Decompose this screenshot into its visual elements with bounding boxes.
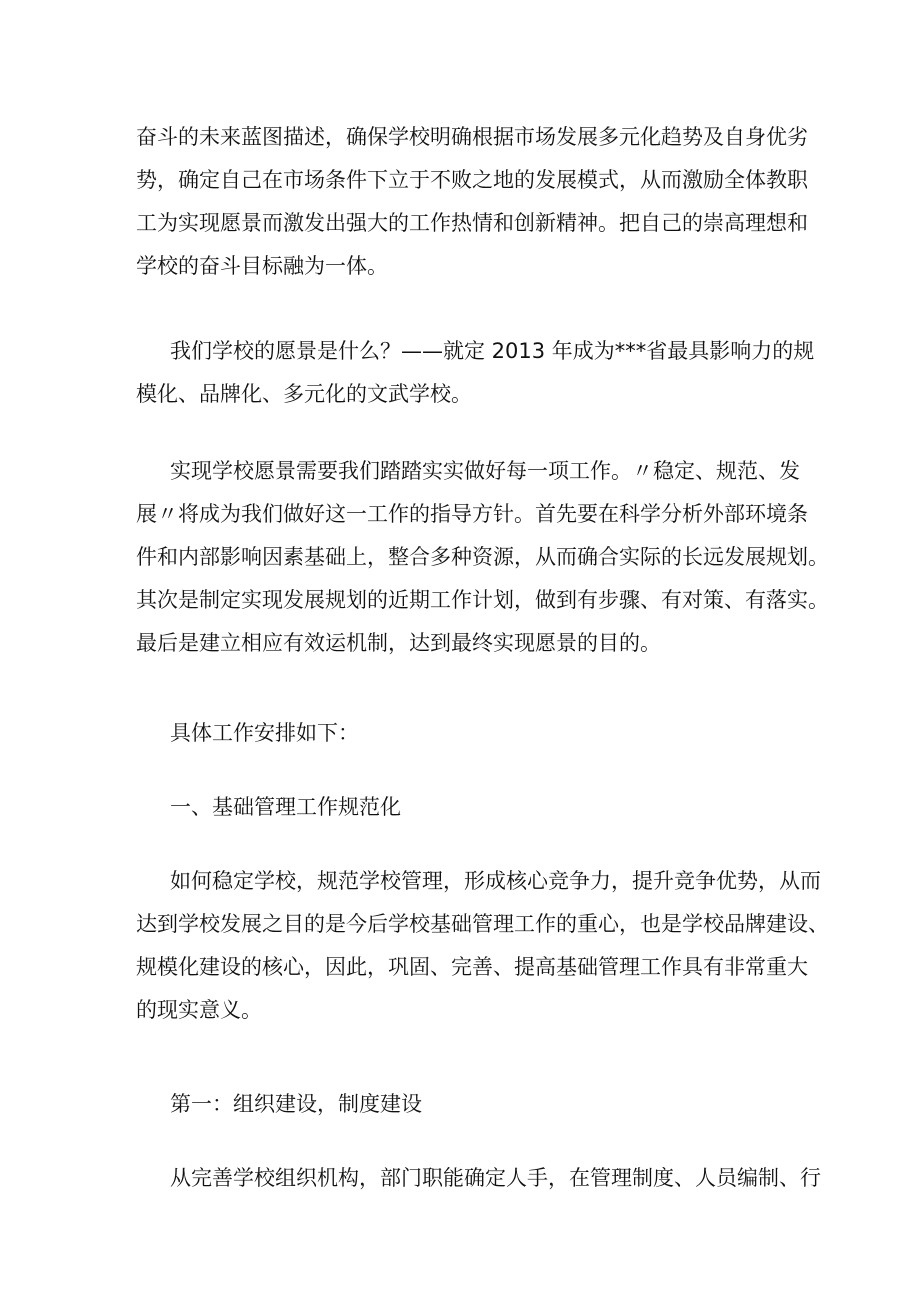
text-line: 实现学校愿景需要我们踏踏实实做好每一项工作。〃稳定、规范、发: [170, 459, 800, 483]
text-line: 学校的奋斗目标融为一体。: [136, 254, 388, 278]
text-line: 从完善学校组织机构，部门职能确定人手，在管理制度、人员编制、行: [170, 1166, 821, 1190]
text-line: 展〃将成为我们做好这一工作的指导方针。首先要在科学分析外部环境条: [136, 502, 808, 526]
paragraph-basic-management: [136, 860, 829, 1032]
text-line: 第一：组织建设，制度建设: [170, 1092, 422, 1116]
section-heading-basic-management: [136, 786, 796, 829]
paragraph-school-vision: [136, 330, 815, 416]
text-line: 势，确定自己在市场条件下立于不败之地的发展模式，从而激励全体教职: [136, 168, 808, 192]
subsection-heading-organization: [136, 1083, 796, 1126]
paragraph-vision-description: [136, 116, 808, 288]
text-line: 规模化建设的核心，因此，巩固、完善、提高基础管理工作具有非常重大: [136, 955, 808, 979]
text-line: 其次是制定实现发展规划的近期工作计划，做到有步骤、有对策、有落实。: [136, 588, 829, 612]
paragraph-organization: [136, 1157, 821, 1200]
text-line: 如何稳定学校，规范学校管理，形成核心竞争力，提升竞争优势，从而: [170, 869, 821, 893]
text-line: 工为实现愿景而激发出强大的工作热情和创新精神。把自己的崇高理想和: [136, 211, 808, 235]
text-line: 我们学校的愿景是什么？——就定 2013 年成为***省最具影响力的规: [170, 339, 815, 363]
text-line: 的现实意义。: [136, 998, 262, 1022]
text-line: 达到学校发展之目的是今后学校基础管理工作的重心，也是学校品牌建设、: [136, 912, 829, 936]
text-line: 一、基础管理工作规范化: [170, 795, 401, 819]
paragraph-work-arrangement-heading: [136, 712, 796, 755]
paragraph-guiding-policy: [136, 450, 829, 665]
text-line: 模化、品牌化、多元化的文武学校。: [136, 382, 472, 406]
text-line: 最后是建立相应有效运机制，达到最终实现愿景的目的。: [136, 631, 661, 655]
text-line: 具体工作安排如下：: [170, 721, 359, 745]
text-line: 件和内部影响因素基础上，整合多种资源，从而确合实际的长远发展规划。: [136, 545, 829, 569]
text-line: 奋斗的未来蓝图描述，确保学校明确根据市场发展多元化趋势及自身优劣: [136, 125, 808, 149]
